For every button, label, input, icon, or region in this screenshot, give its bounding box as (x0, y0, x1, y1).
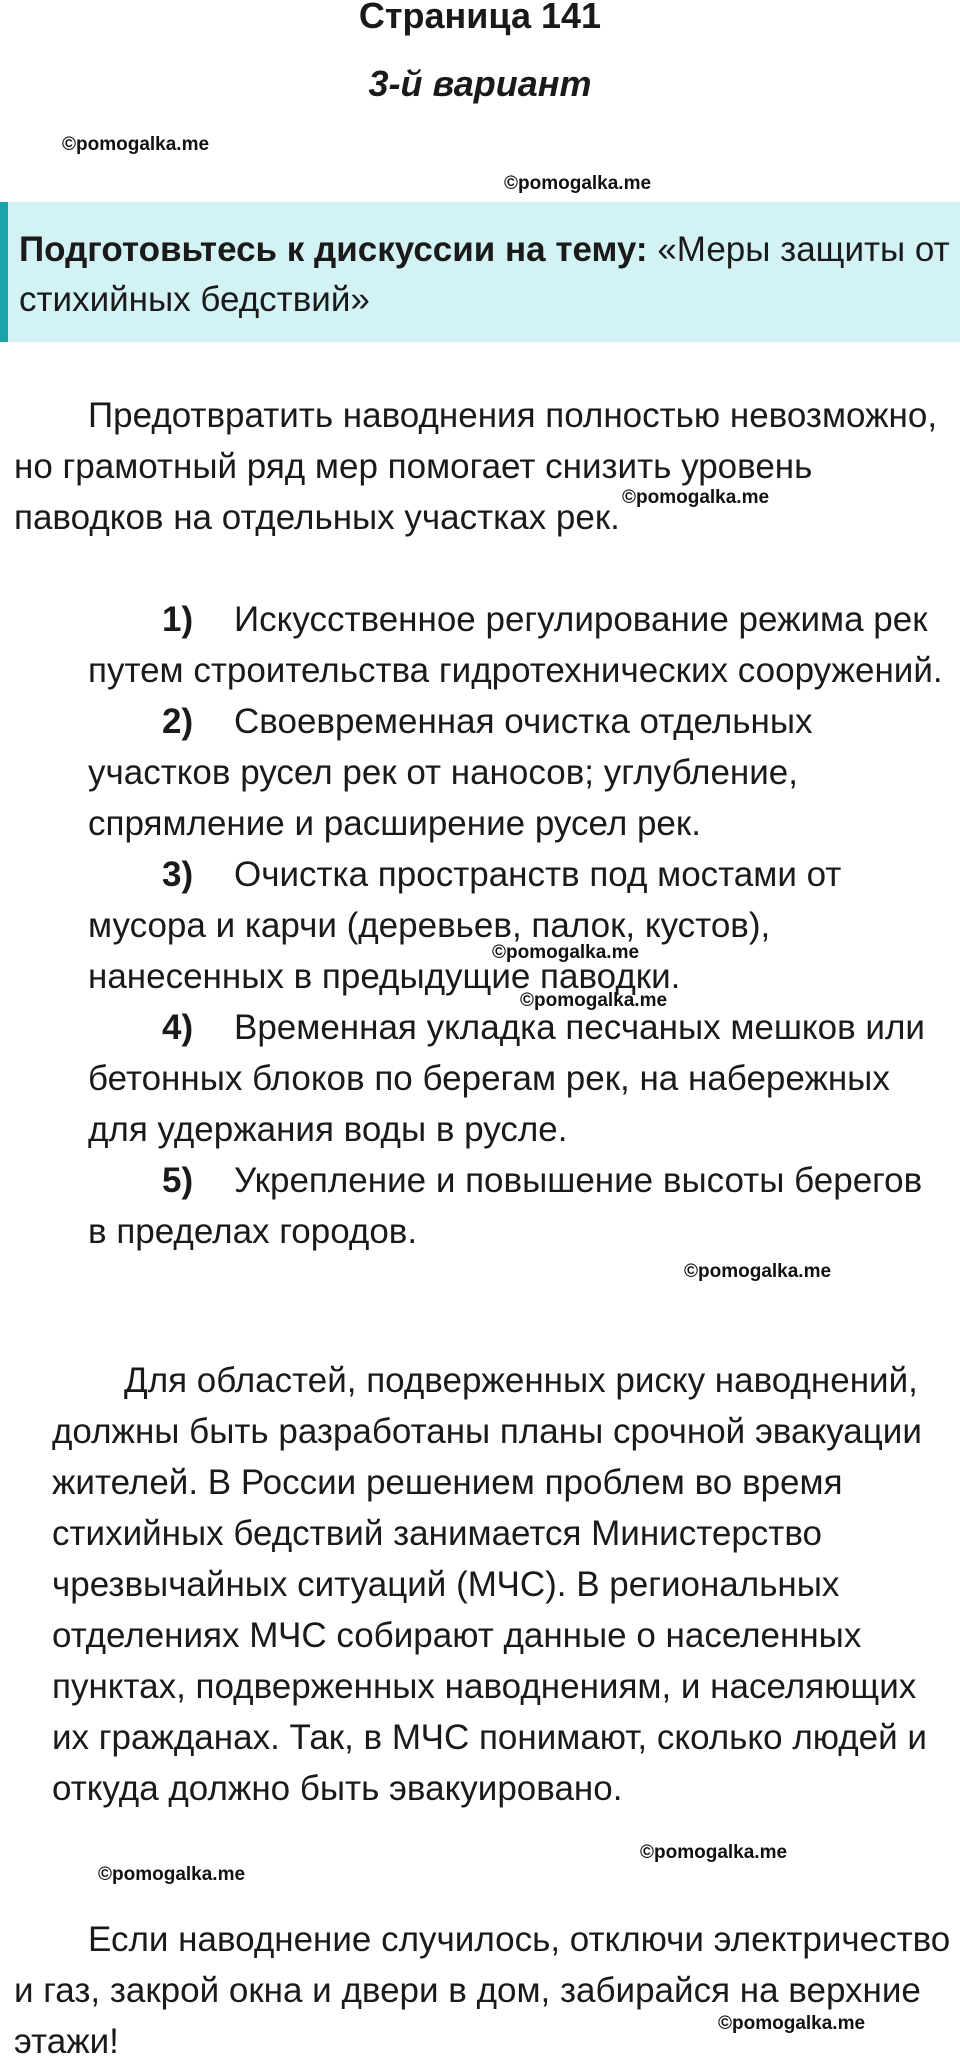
variant-heading: 3-й вариант (368, 63, 592, 104)
advice-paragraph: Если наводнение случилось, отключи электричество и газ, закрой окна и двери в дом, забирайся на верхние этажи! (14, 1920, 951, 2061)
list-item (88, 1002, 948, 1155)
task-box (0, 202, 960, 342)
task-label: Подготовьтесь к дискуссии на тему: (19, 230, 648, 269)
intro-paragraph: Предотвратить наводнения полностью невозможно, но грамотный ряд мер помогает снизить уровень паводков на отдельных участках рек. (14, 396, 938, 537)
list-item (88, 849, 948, 1002)
watermark: ©pomogalka.me (640, 1842, 788, 1863)
item-number: 1) (162, 600, 194, 639)
item-text: Своевременная очистка отдельных участков русел рек от наносов; углубление, спрямление и расширение русел рек. (88, 702, 813, 843)
watermark: ©pomogalka.me (504, 173, 652, 194)
item-text: Временная укладка песчаных мешков или бетонных блоков по берегам рек, на набережных для удержания воды в русле. (88, 1008, 925, 1149)
watermark: ©pomogalka.me (718, 2013, 866, 2034)
item-number: 5) (162, 1161, 194, 1200)
watermark: ©pomogalka.me (98, 1864, 246, 1885)
watermark: ©pomogalka.me (520, 990, 668, 1011)
list-item (88, 594, 948, 696)
watermark: ©pomogalka.me (684, 1261, 832, 1282)
task-topic: «Меры защиты от стихийных бедствий» (19, 230, 950, 319)
list-item (88, 696, 948, 849)
watermark: ©pomogalka.me (492, 942, 640, 963)
evacuation-paragraph: Для областей, подверженных риску наводнений, должны быть разработаны планы срочной эвакуации жителей. В России решением проблем во время стихийных бедствий занимается Министерство чрезвычайных ситуаций (МЧС). В региональных отделениях МЧС собирают данные о населенных пунктах, подверженных наводнениям, и населяющих их гражданах. Так, в МЧС понимают, сколько людей и откуда должно быть эвакуировано. (52, 1361, 927, 1808)
item-number: 2) (162, 702, 194, 741)
item-number: 3) (162, 855, 194, 894)
item-number: 4) (162, 1008, 194, 1047)
list-item (88, 1155, 948, 1257)
page-title: Страница 141 (358, 0, 602, 36)
item-text: Искусственное регулирование режима рек путем строительства гидротехнических сооружений. (88, 600, 943, 690)
watermark: ©pomogalka.me (62, 134, 210, 155)
watermark: ©pomogalka.me (622, 487, 770, 508)
item-text: Укрепление и повышение высоты берегов в пределах городов. (88, 1161, 923, 1251)
measures-list (88, 594, 948, 1257)
item-text: Очистка пространств под мостами от мусора и карчи (деревьев, палок, кустов), нанесенных в предыдущие паводки. (88, 855, 842, 996)
